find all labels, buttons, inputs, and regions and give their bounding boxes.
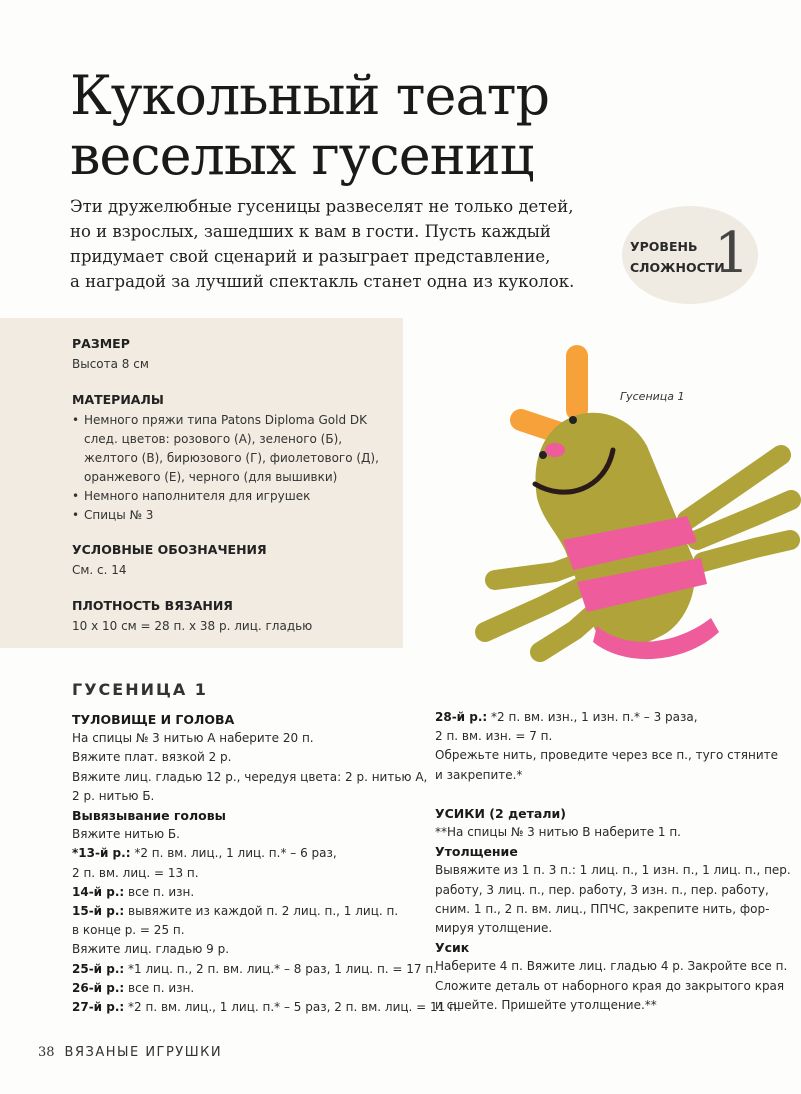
- spec-text: 10 х 10 см = 28 п. х 38 р. лиц. гладью: [72, 619, 313, 633]
- instruction-line: и сшейте. Пришейте утолщение.**: [435, 997, 657, 1012]
- caterpillar-eye: [569, 416, 577, 424]
- instruction-line: [435, 708, 791, 727]
- material-item-cont: оранжевого (Е), черного (для вышивки): [84, 470, 338, 484]
- page-footer: [38, 1045, 222, 1060]
- row-text: *1 лиц. п., 2 п. вм. лиц.* – 8 раз, 1 лиц. п. = 17 п.: [124, 961, 438, 976]
- instruction-line: Сложите деталь от наборного края до закрытого края: [435, 978, 785, 993]
- material-item-cont: желтого (В), бирюзового (Г), фиолетового (Д),: [84, 451, 379, 465]
- caterpillar-leg: [703, 540, 790, 562]
- instruction-line: [72, 960, 461, 979]
- photo-caption: Гусеница 1: [620, 390, 685, 403]
- instruction-line: [72, 844, 461, 863]
- material-item: • Немного наполнителя для игрушек: [72, 487, 379, 506]
- spec-size: [72, 336, 149, 374]
- instruction-line: [72, 998, 461, 1017]
- instruction-line: Вяжите нитью Б.: [72, 827, 180, 842]
- row-label: 28-й р.:: [435, 710, 488, 724]
- instruction-line: **На спицы № 3 нитью В наберите 1 п.: [435, 825, 681, 840]
- difficulty-label: [630, 236, 725, 278]
- instruction-line: 2 п. вм. изн. = 7 п.: [435, 729, 553, 744]
- spec-text: См. с. 14: [72, 563, 127, 577]
- instruction-line: Вяжите лиц. гладью 12 р., чередуя цвета: 2 р. нитью А,: [72, 769, 428, 784]
- subheading: УСИКИ (2 детали): [435, 805, 566, 821]
- difficulty-label-line2: СЛОЖНОСТИ: [630, 260, 725, 275]
- material-item-cont: след. цветов: розового (А), зеленого (Б),: [84, 432, 343, 446]
- page-number: 38: [38, 1045, 55, 1060]
- intro-line: а наградой за лучший спектакль станет одна из куколок.: [70, 272, 575, 291]
- row-text: все п. изн.: [124, 980, 195, 995]
- book-title: ВЯЗАНЫЕ ИГРУШКИ: [64, 1045, 223, 1060]
- instruction-line: Вяжите плат. вязкой 2 р.: [72, 750, 232, 765]
- spec-heading: ПЛОТНОСТЬ ВЯЗАНИЯ: [72, 598, 233, 613]
- instruction-line: Обрежьте нить, проведите через все п., туго стяните: [435, 748, 778, 763]
- spec-text: Высота 8 см: [72, 357, 149, 371]
- subheading: Утолщение: [435, 844, 518, 860]
- subheading: ТУЛОВИЩЕ И ГОЛОВА: [72, 712, 235, 727]
- instruction-line: Наберите 4 п. Вяжите лиц. гладью 4 р. Закройте все п.: [435, 959, 788, 974]
- row-text: *2 п. вм. лиц., 1 лиц. п.* – 6 раз,: [130, 846, 337, 861]
- row-label: *13-й р.:: [72, 846, 131, 861]
- difficulty-label-line1: УРОВЕНЬ: [630, 239, 698, 254]
- instruction-line: [72, 979, 461, 998]
- spec-heading: УСЛОВНЫЕ ОБОЗНАЧЕНИЯ: [72, 542, 267, 557]
- intro-paragraph: [70, 194, 590, 294]
- difficulty-badge: [622, 206, 758, 304]
- instruction-line: [72, 883, 461, 902]
- spacer: [435, 785, 791, 804]
- instruction-line: в конце р. = 25 п.: [72, 923, 185, 938]
- instruction-line: сним. 1 п., 2 п. вм. лиц., ППЧС, закрепите нить, фор-: [435, 901, 770, 916]
- row-label: 27-й р.:: [72, 1000, 125, 1015]
- spec-heading: МАТЕРИАЛЫ: [72, 392, 164, 407]
- title-line-1: Кукольный театр: [70, 64, 550, 127]
- spec-symbols: [72, 542, 267, 580]
- instruction-line: Вяжите лиц. гладью 9 р.: [72, 942, 230, 957]
- intro-line: придумает свой сценарий и разыграет представление,: [70, 247, 551, 266]
- row-text: *2 п. вм. изн., 1 изн. п.* – 3 раза,: [487, 710, 698, 724]
- row-label: 15-й р.:: [72, 904, 125, 919]
- instruction-line: 2 п. вм. лиц. = 13 п.: [72, 865, 199, 880]
- difficulty-level: 1: [714, 221, 750, 286]
- subheading: Вывязывание головы: [72, 808, 226, 824]
- intro-line: Эти дружелюбные гусеницы развеселят не только детей,: [70, 197, 574, 216]
- row-text: все п. изн.: [124, 884, 195, 899]
- row-label: 25-й р.:: [72, 961, 125, 976]
- instruction-line: Вывяжите из 1 п. 3 п.: 1 лиц. п., 1 изн. п., 1 лиц. п., пер.: [435, 863, 791, 878]
- instructions-left-column: [72, 710, 461, 1017]
- spec-heading: РАЗМЕР: [72, 336, 130, 351]
- material-item: • Спицы № 3: [72, 506, 379, 525]
- specs-panel: [0, 318, 403, 648]
- material-item: • Немного пряжи типа Patons Diploma Gold DK: [72, 411, 379, 430]
- row-label: 14-й р.:: [72, 884, 125, 899]
- instruction-line: мируя утолщение.: [435, 921, 553, 936]
- row-text: *2 п. вм. лиц., 1 лиц. п.* – 5 раз, 2 п. вм. лиц. = 11 п.: [124, 1000, 461, 1015]
- subheading: Усик: [435, 940, 470, 956]
- spec-gauge: [72, 598, 312, 636]
- title-line-2: веселых гусениц: [70, 124, 534, 187]
- instruction-line: и закрепите.*: [435, 767, 523, 782]
- row-label: 26-й р.:: [72, 980, 125, 995]
- row-text: вывяжите из каждой п. 2 лиц. п., 1 лиц. п.: [124, 904, 399, 919]
- instructions-right-column: [435, 708, 791, 1015]
- intro-line: но и взрослых, зашедших к вам в гости. Пусть каждый: [70, 222, 551, 241]
- instruction-line: работу, 3 лиц. п., пер. работу, 3 изн. п., пер. работу,: [435, 882, 769, 897]
- caterpillar-nose: [545, 443, 565, 457]
- page-title: [70, 66, 549, 186]
- instruction-line: 2 р. нитью Б.: [72, 788, 155, 803]
- section-title: ГУСЕНИЦА 1: [72, 680, 208, 699]
- spec-materials: [72, 392, 379, 525]
- caterpillar-photo: [425, 330, 801, 675]
- instruction-line: На спицы № 3 нитью А наберите 20 п.: [72, 731, 314, 746]
- instruction-line: [72, 902, 461, 921]
